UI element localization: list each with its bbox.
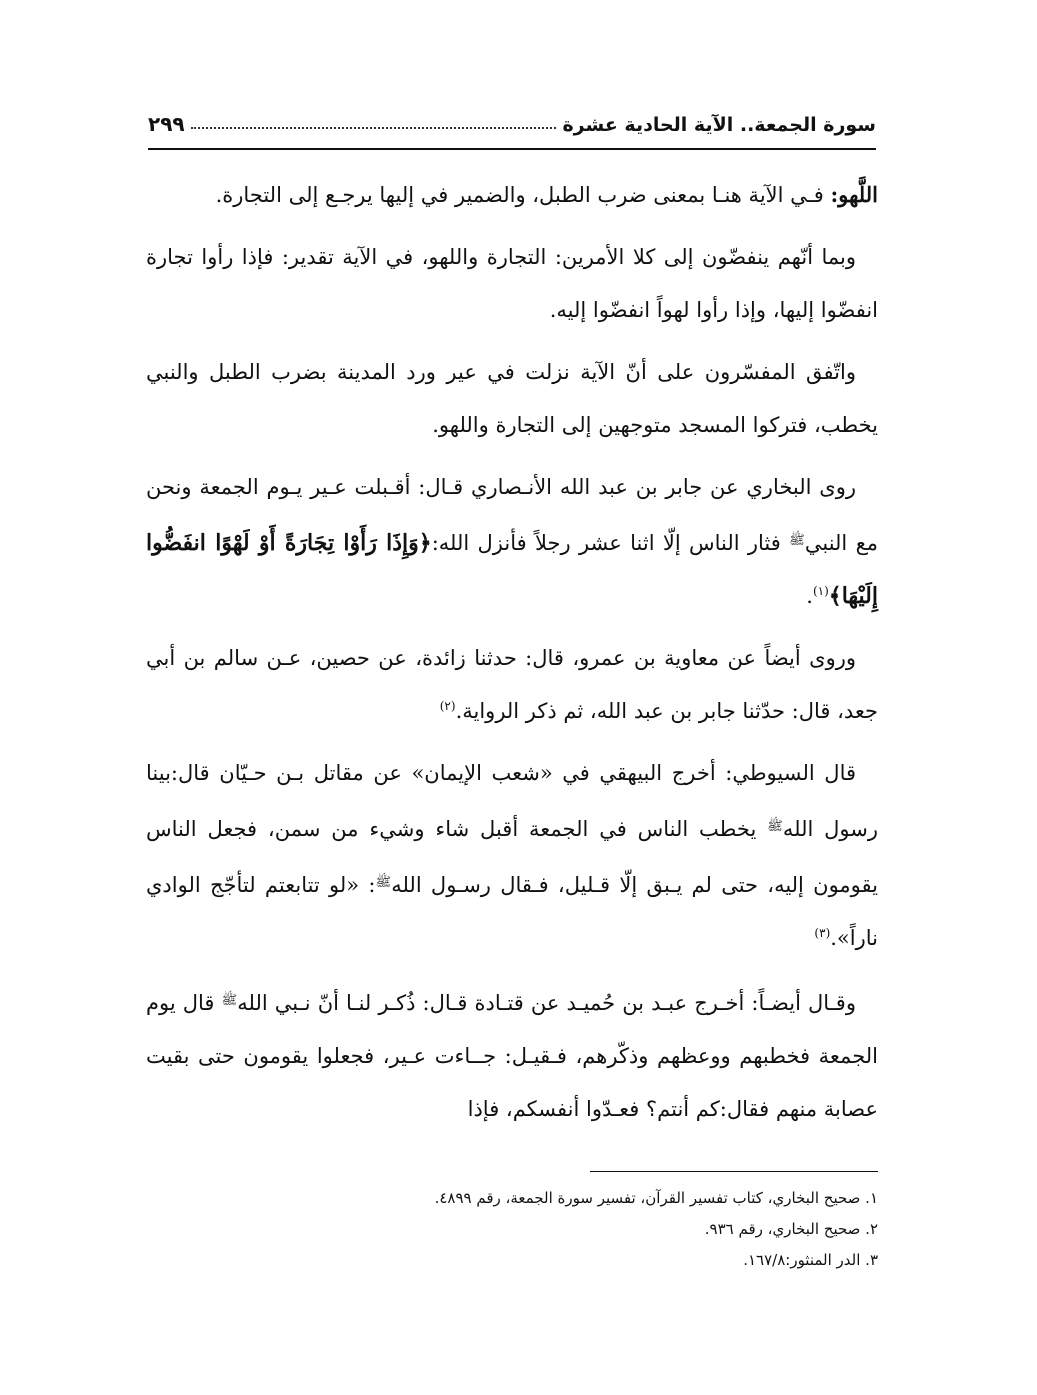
footnote-2: ٢. صحيح البخاري، رقم ٩٣٦. bbox=[704, 1220, 878, 1238]
paragraph-text: : «لو تتابعتم لتأجّج الوادي ناراً». bbox=[146, 873, 878, 950]
footnote-separator bbox=[590, 1171, 878, 1172]
paragraph-text: . bbox=[806, 584, 813, 608]
salawat-glyph: ﷺ bbox=[375, 875, 392, 890]
paragraph-text: وبما أنّهم ينفضّون إلى كلا الأمرين: التجارة واللهو، في الآية تقدير: فإذا رأوا تجارة انفضّوا إليها، وإذا رأوا لهواً انفضّوا إليه. bbox=[146, 245, 878, 322]
paragraph-definition bbox=[146, 168, 878, 222]
paragraph bbox=[146, 632, 878, 738]
paragraph-text: فـي الآية هنـا بمعنى ضرب الطبل، والضمير في إليها يرجـع إلى التجارة. bbox=[215, 183, 831, 207]
footnote-ref[interactable]: (٣) bbox=[814, 926, 831, 940]
header-dot-leader bbox=[191, 127, 557, 129]
paragraph bbox=[146, 346, 878, 452]
page-number: ٢٩٩ bbox=[148, 112, 185, 136]
paragraph bbox=[146, 231, 878, 337]
salawat-glyph: ﷺ bbox=[767, 819, 783, 834]
paragraph-bukhari-narration bbox=[146, 461, 878, 623]
header-rule bbox=[148, 148, 876, 150]
paragraph-qatada bbox=[146, 974, 878, 1136]
paragraph-suyuti bbox=[146, 747, 878, 965]
paragraph-text: يخطب الناس في الجمعة أقبل شاء وشيء من سمن، فجعل الناس يقومون إليه، حتى لم يـبق إلّا قـليل، فـقال رسـول الله bbox=[146, 817, 878, 897]
body-text bbox=[146, 168, 878, 1145]
paragraph-text: فثار الناس إلّا اثنا عشر رجلاً فأنزل الله: bbox=[431, 531, 790, 555]
paragraph-text: واتّفق المفسّرون على أنّ الآية نزلت في عير ورد المدينة بضرب الطبل والنبي يخطب، فتركوا المسجد متوجهين إلى التجارة واللهو. bbox=[146, 360, 878, 437]
quran-verse: ﴿وَإِذَا رَأَوْا تِجَارَةً أَوْ لَهْوًا انفَضُّوا إِلَيْهَا﴾ bbox=[146, 530, 878, 609]
footnote-3: ٣. الدر المنثور:١٦٧/٨. bbox=[743, 1251, 878, 1269]
paragraph-text: قال يوم الجمعة فخطبهم ووعظهم وذكّرهم، فـقيـل: جــاءت عـير، فجعلوا يقومون حتى بقيت عصابة منهم فقال:كم أنتم؟ فعـدّوا أنفسكم، فإذا bbox=[146, 991, 878, 1121]
paragraph-text: وقـال أيضـاً: أخـرج عبـد بن حُميـد عن قتـادة قـال: ذُكـر لنـا أنّ نـبي الله bbox=[237, 991, 856, 1015]
footnote-1: ١. صحيح البخاري، كتاب تفسير القرآن، تفسير سورة الجمعة، رقم ٤٨٩٩. bbox=[434, 1189, 878, 1207]
running-header bbox=[148, 96, 876, 136]
header-title: سورة الجمعة.. الآية الحادية عشرة bbox=[562, 114, 876, 136]
paragraph-text: روى البخاري عن جابر بن عبد الله الأنـصاري قـال: أقـبلت عـير يـوم الجمعة ونحن مع النبي bbox=[146, 475, 879, 555]
paragraph-text: قال السيوطي: أخرج البيهقي في «شعب الإيمان» عن مقاتل بـن حـيّان قال:بينا رسول الله bbox=[146, 761, 878, 841]
footnotes bbox=[146, 1183, 878, 1276]
paragraph-text: وروى أيضاً عن معاوية بن عمرو، قال: حدثنا زائدة، عن حصين، عـن سالم بن أبي جعد، قال: حدّثنا جابر بن عبد الله، ثم ذكر الرواية. bbox=[146, 646, 878, 723]
footnote-ref[interactable]: (٢) bbox=[439, 699, 456, 713]
salawat-glyph: ﷺ bbox=[789, 533, 805, 548]
defined-term: اللَّهو: bbox=[830, 182, 878, 207]
footnote-ref[interactable]: (١) bbox=[812, 584, 829, 598]
salawat-glyph: ﷺ bbox=[221, 993, 238, 1008]
